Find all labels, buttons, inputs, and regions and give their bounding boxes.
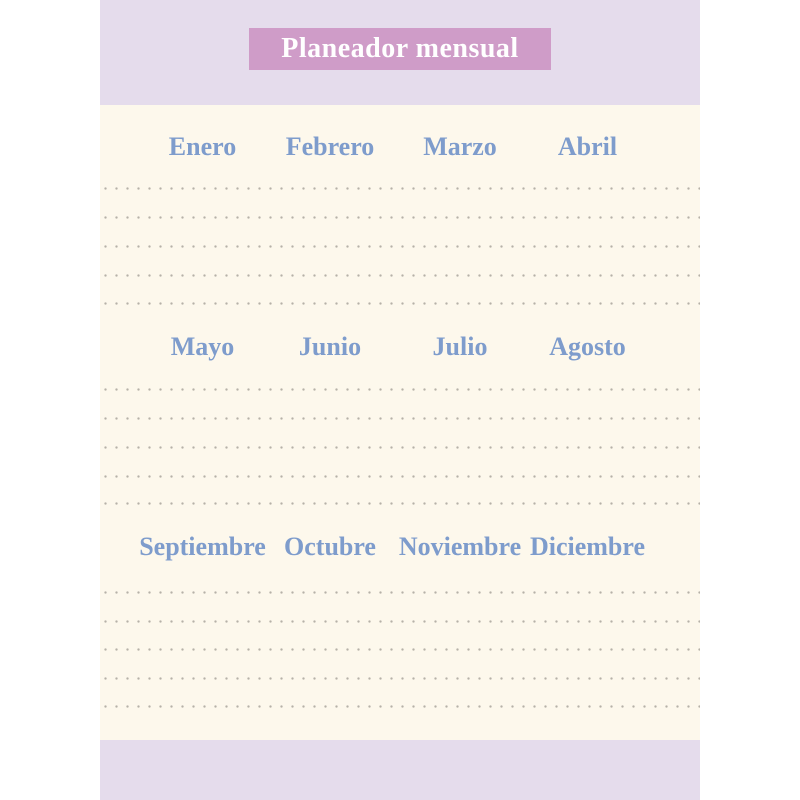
month-label-agosto: Agosto xyxy=(549,332,626,361)
months-row-1 xyxy=(100,129,700,165)
month-label-enero: Enero xyxy=(168,132,237,161)
dotted-line xyxy=(100,417,700,420)
dotted-line xyxy=(100,705,700,708)
dotted-line xyxy=(100,216,700,219)
month-label-febrero: Febrero xyxy=(285,132,375,161)
dotted-line xyxy=(100,274,700,277)
months-row-3 xyxy=(100,529,700,565)
dotted-line xyxy=(100,245,700,248)
dotted-line xyxy=(100,502,700,505)
month-label-marzo: Marzo xyxy=(423,132,497,161)
header-band xyxy=(100,0,700,105)
page-title: Planeador mensual xyxy=(281,33,519,64)
planner-sheet xyxy=(100,0,700,800)
dotted-line xyxy=(100,620,700,623)
title-box xyxy=(249,28,551,70)
dotted-line xyxy=(100,648,700,651)
footer-band xyxy=(100,740,700,800)
month-label-julio: Julio xyxy=(432,332,488,361)
dotted-line xyxy=(100,187,700,190)
dotted-line xyxy=(100,446,700,449)
months-row-2 xyxy=(100,329,700,365)
dotted-line xyxy=(100,475,700,478)
planner-body xyxy=(100,105,700,740)
month-label-abril: Abril xyxy=(557,132,618,161)
month-label-octubre: Octubre xyxy=(284,532,376,561)
month-label-septiembre: Septiembre xyxy=(139,532,266,561)
dotted-line xyxy=(100,677,700,680)
dotted-line xyxy=(100,302,700,305)
month-label-diciembre: Diciembre xyxy=(529,532,646,561)
dotted-line xyxy=(100,591,700,594)
month-label-noviembre: Noviembre xyxy=(398,532,522,561)
month-label-junio: Junio xyxy=(298,332,362,361)
dotted-line xyxy=(100,388,700,391)
month-label-mayo: Mayo xyxy=(170,332,235,361)
